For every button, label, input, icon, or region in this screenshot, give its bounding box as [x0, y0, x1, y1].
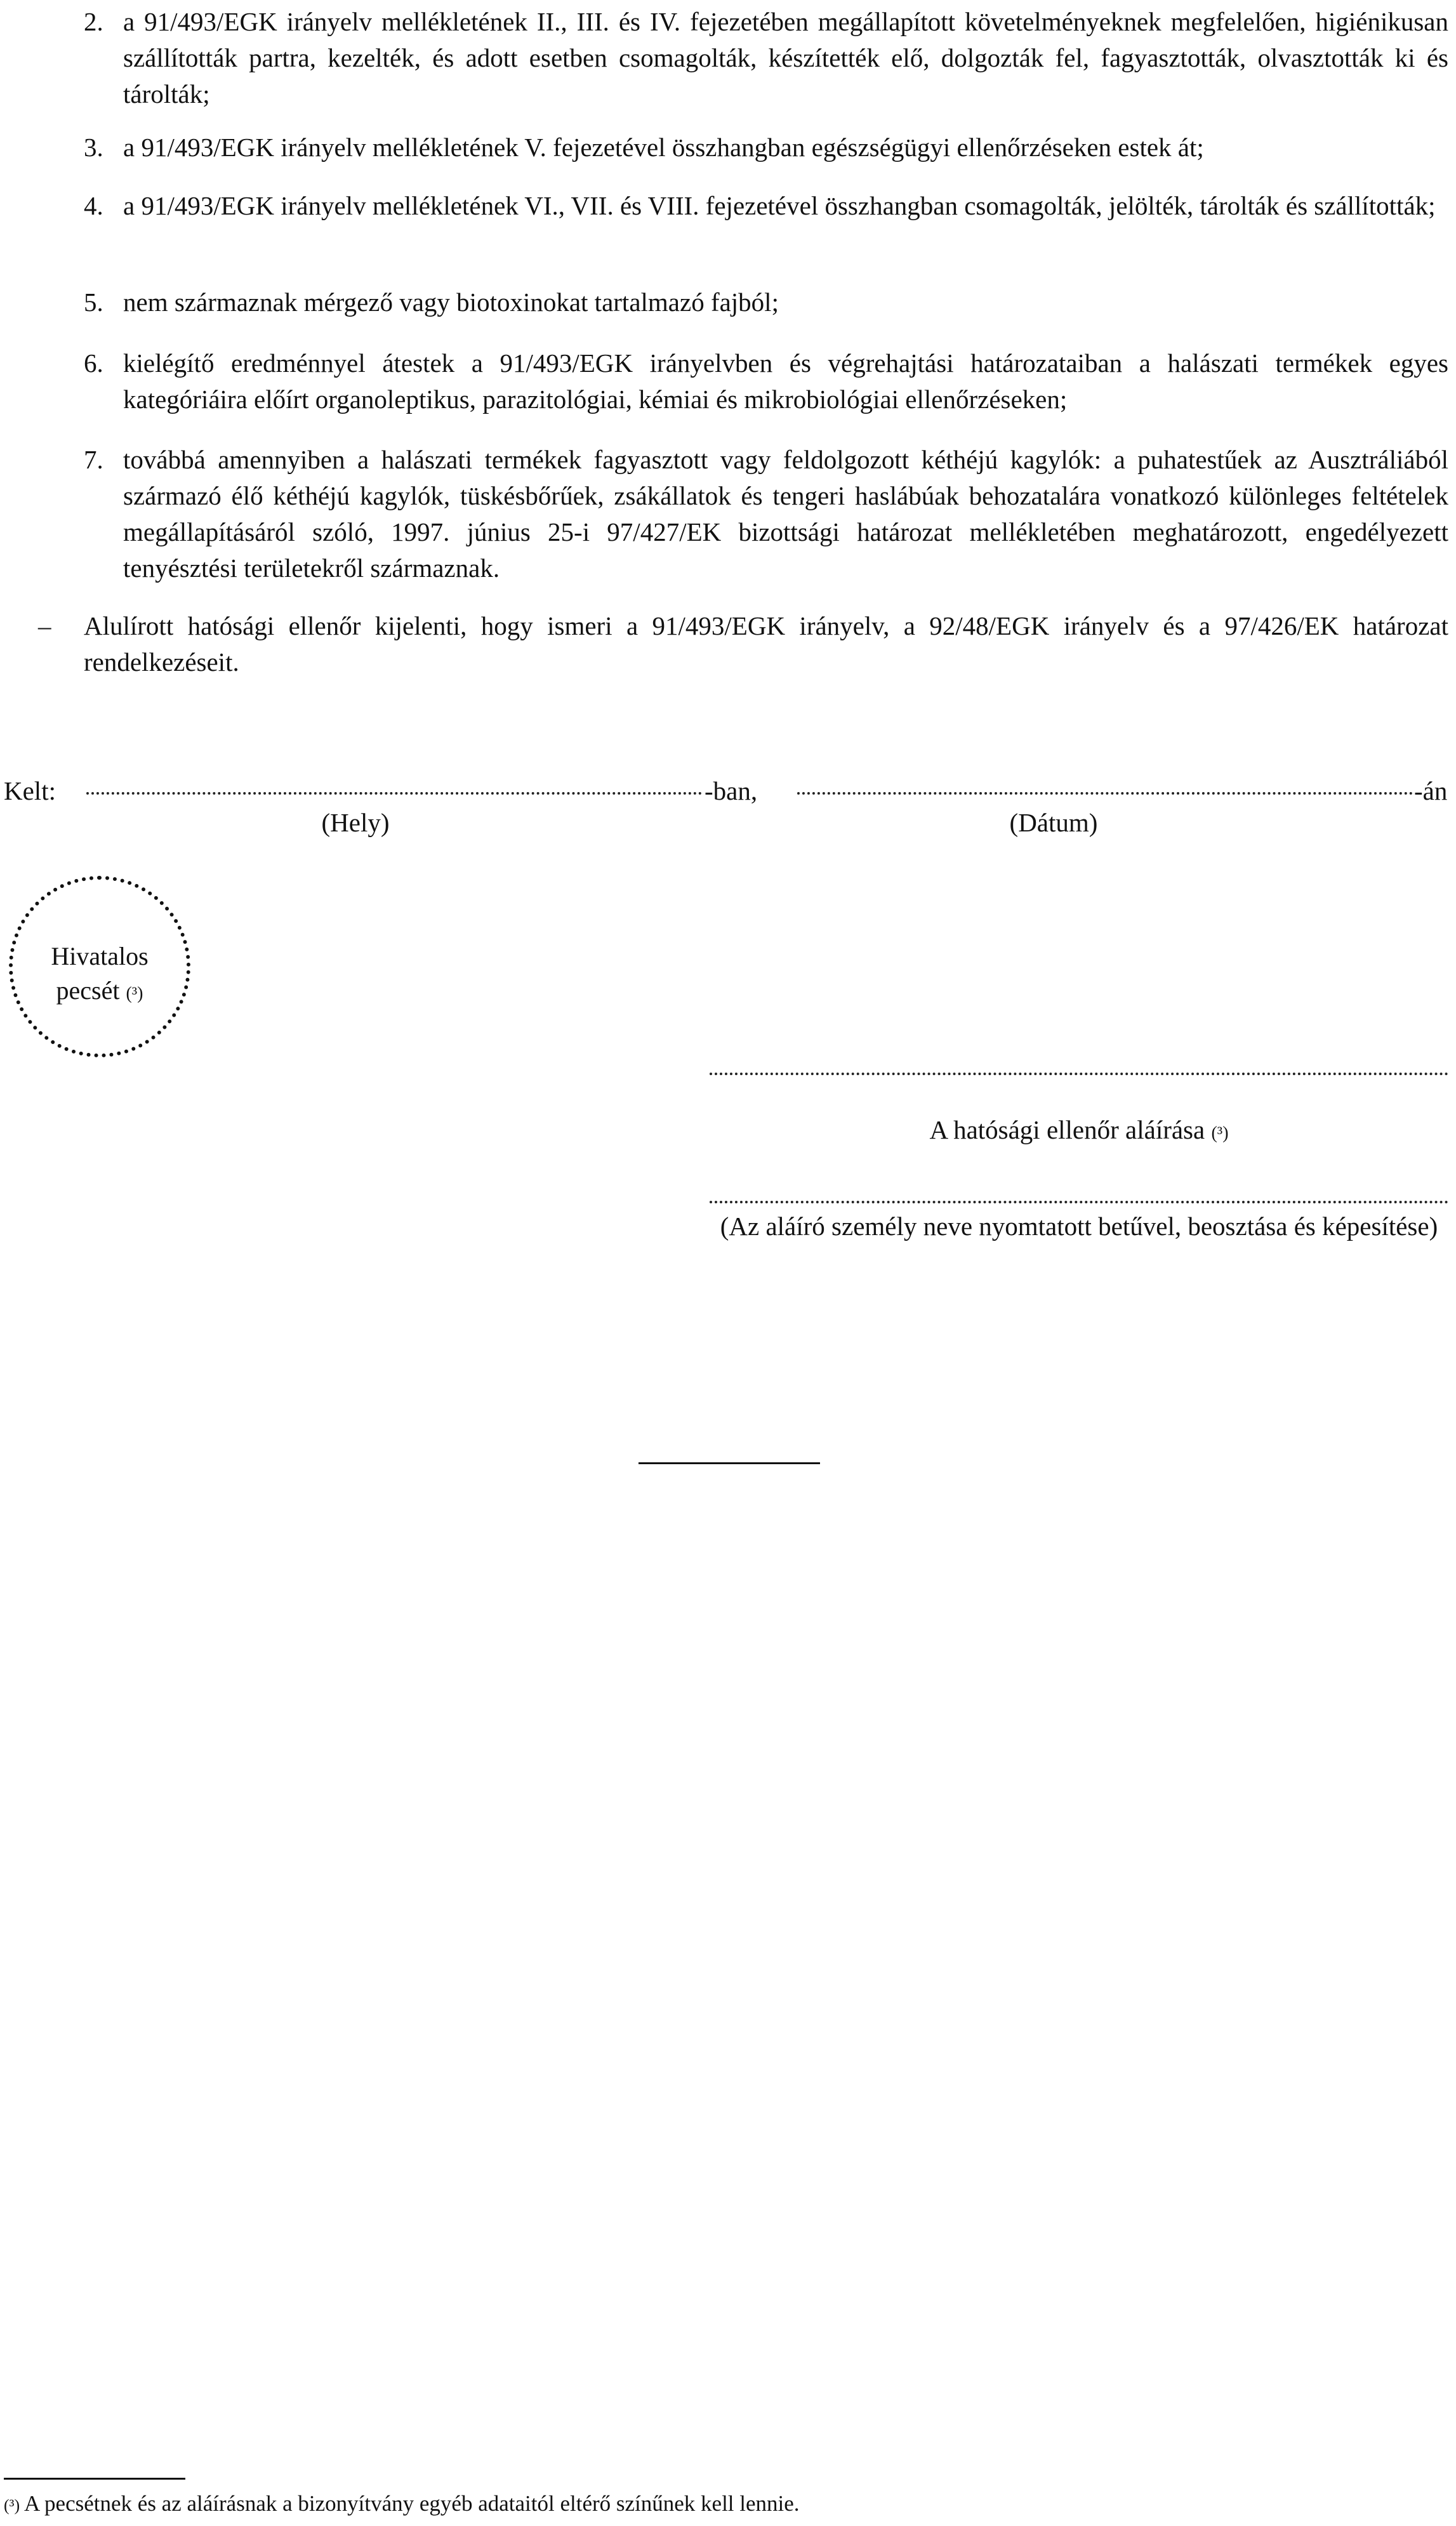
stamp-line-1: Hivatalos — [51, 942, 149, 970]
item-text: kielégítő eredménnyel átestek a 91/493/EGK irányelvben és végrehajtási határozataiban a halászati termékek egyes kategóriáira előírt organoleptikus, parazitológiai, kémiai és mikrobiológiai ellenőrzéseken; — [123, 348, 1448, 414]
item-text: nem származnak mérgező vagy biotoxinokat tartalmazó fajból; — [123, 288, 779, 317]
item-text: a 91/493/EGK irányelv mellékletének VI., VII. és VIII. fejezetével összhangban csomagolták, jelölték, tárolták és szállították; — [123, 191, 1436, 220]
signature-dotted-line — [710, 1073, 1448, 1075]
stamp-word: pecsét — [56, 976, 120, 1005]
name-caption: (Az aláíró személy neve nyomtatott betűvel, beosztása és képesítése) — [720, 1212, 1438, 1241]
place-dotted-line — [86, 792, 702, 795]
list-item-7 — [84, 442, 1448, 586]
list-item-4 — [84, 188, 1448, 224]
place-caption: (Hely) — [321, 808, 390, 837]
official-stamp-label — [9, 939, 190, 1011]
footnote — [4, 2489, 800, 2520]
declaration-text: Alulírott hatósági ellenőr kijelenti, hogy ismeri a 91/493/EGK irányelv, a 92/48/EGK irányelv és a 97/426/EK határozat rendelkezéseit. — [84, 611, 1448, 677]
date-label: Kelt: — [4, 776, 56, 805]
item-number: 4. — [84, 191, 103, 220]
item-number: 2. — [84, 7, 103, 36]
list-item-5 — [84, 284, 1448, 321]
list-item-2 — [84, 4, 1448, 112]
declaration-dash: – — [38, 611, 51, 640]
declaration — [38, 608, 1448, 680]
list-item-6 — [84, 345, 1448, 418]
place-suffix: -ban, — [705, 776, 758, 805]
item-number: 3. — [84, 133, 103, 162]
footnote-rule — [4, 2478, 185, 2480]
item-text: a 91/493/EGK irányelv mellékletének V. fejezetével összhangban egészségügyi ellenőrzéseken estek át; — [123, 133, 1204, 162]
signature-footnote-ref: (³) — [1211, 1123, 1229, 1143]
stamp-line-2 — [9, 974, 190, 1011]
date-line — [4, 773, 1451, 811]
item-number: 6. — [84, 348, 103, 378]
signature-caption — [825, 1112, 1333, 1151]
date-suffix: -án — [1414, 776, 1448, 805]
footnote-mark: (³) — [4, 2496, 20, 2515]
item-number: 5. — [84, 288, 103, 317]
item-text: továbbá amennyiben a halászati termékek fagyasztott vagy feldolgozott kéthéjú kagylók: a puhatestűek az Ausztráliából származó élő kéthéjú kagylók, tüskésbőrűek, zsákállatok és tengeri haslábúak behozatalára vonatkozó különleges feltételek megállapításáról szóló, 1997. június 25-i 97/427/EK bizottsági határozat mellékletében meghatározott, engedélyezett tenyésztési területekről származnak. — [123, 445, 1448, 583]
date-dotted-line — [797, 792, 1413, 795]
footnote-text: A pecsétnek és az aláírásnak a bizonyítvány egyéb adataitól eltérő színűnek kell lennie. — [23, 2491, 800, 2516]
item-number: 7. — [84, 445, 103, 474]
date-caption: (Dátum) — [1009, 808, 1098, 837]
section-end-rule — [639, 1462, 820, 1464]
list-item-3 — [84, 129, 1448, 166]
stamp-footnote-ref: (³) — [126, 984, 143, 1003]
signature-caption-text: A hatósági ellenőr aláírása — [929, 1115, 1205, 1144]
name-dotted-line — [710, 1201, 1448, 1203]
item-text: a 91/493/EGK irányelv mellékletének II., III. és IV. fejezetében megállapított követelményeknek megfelelően, higiénikusan szállították partra, kezelték, és adott esetben csomagolták, készítették elő, dolgozták fel, fagyasztották, olvasztották ki és tárolták; — [123, 7, 1448, 109]
